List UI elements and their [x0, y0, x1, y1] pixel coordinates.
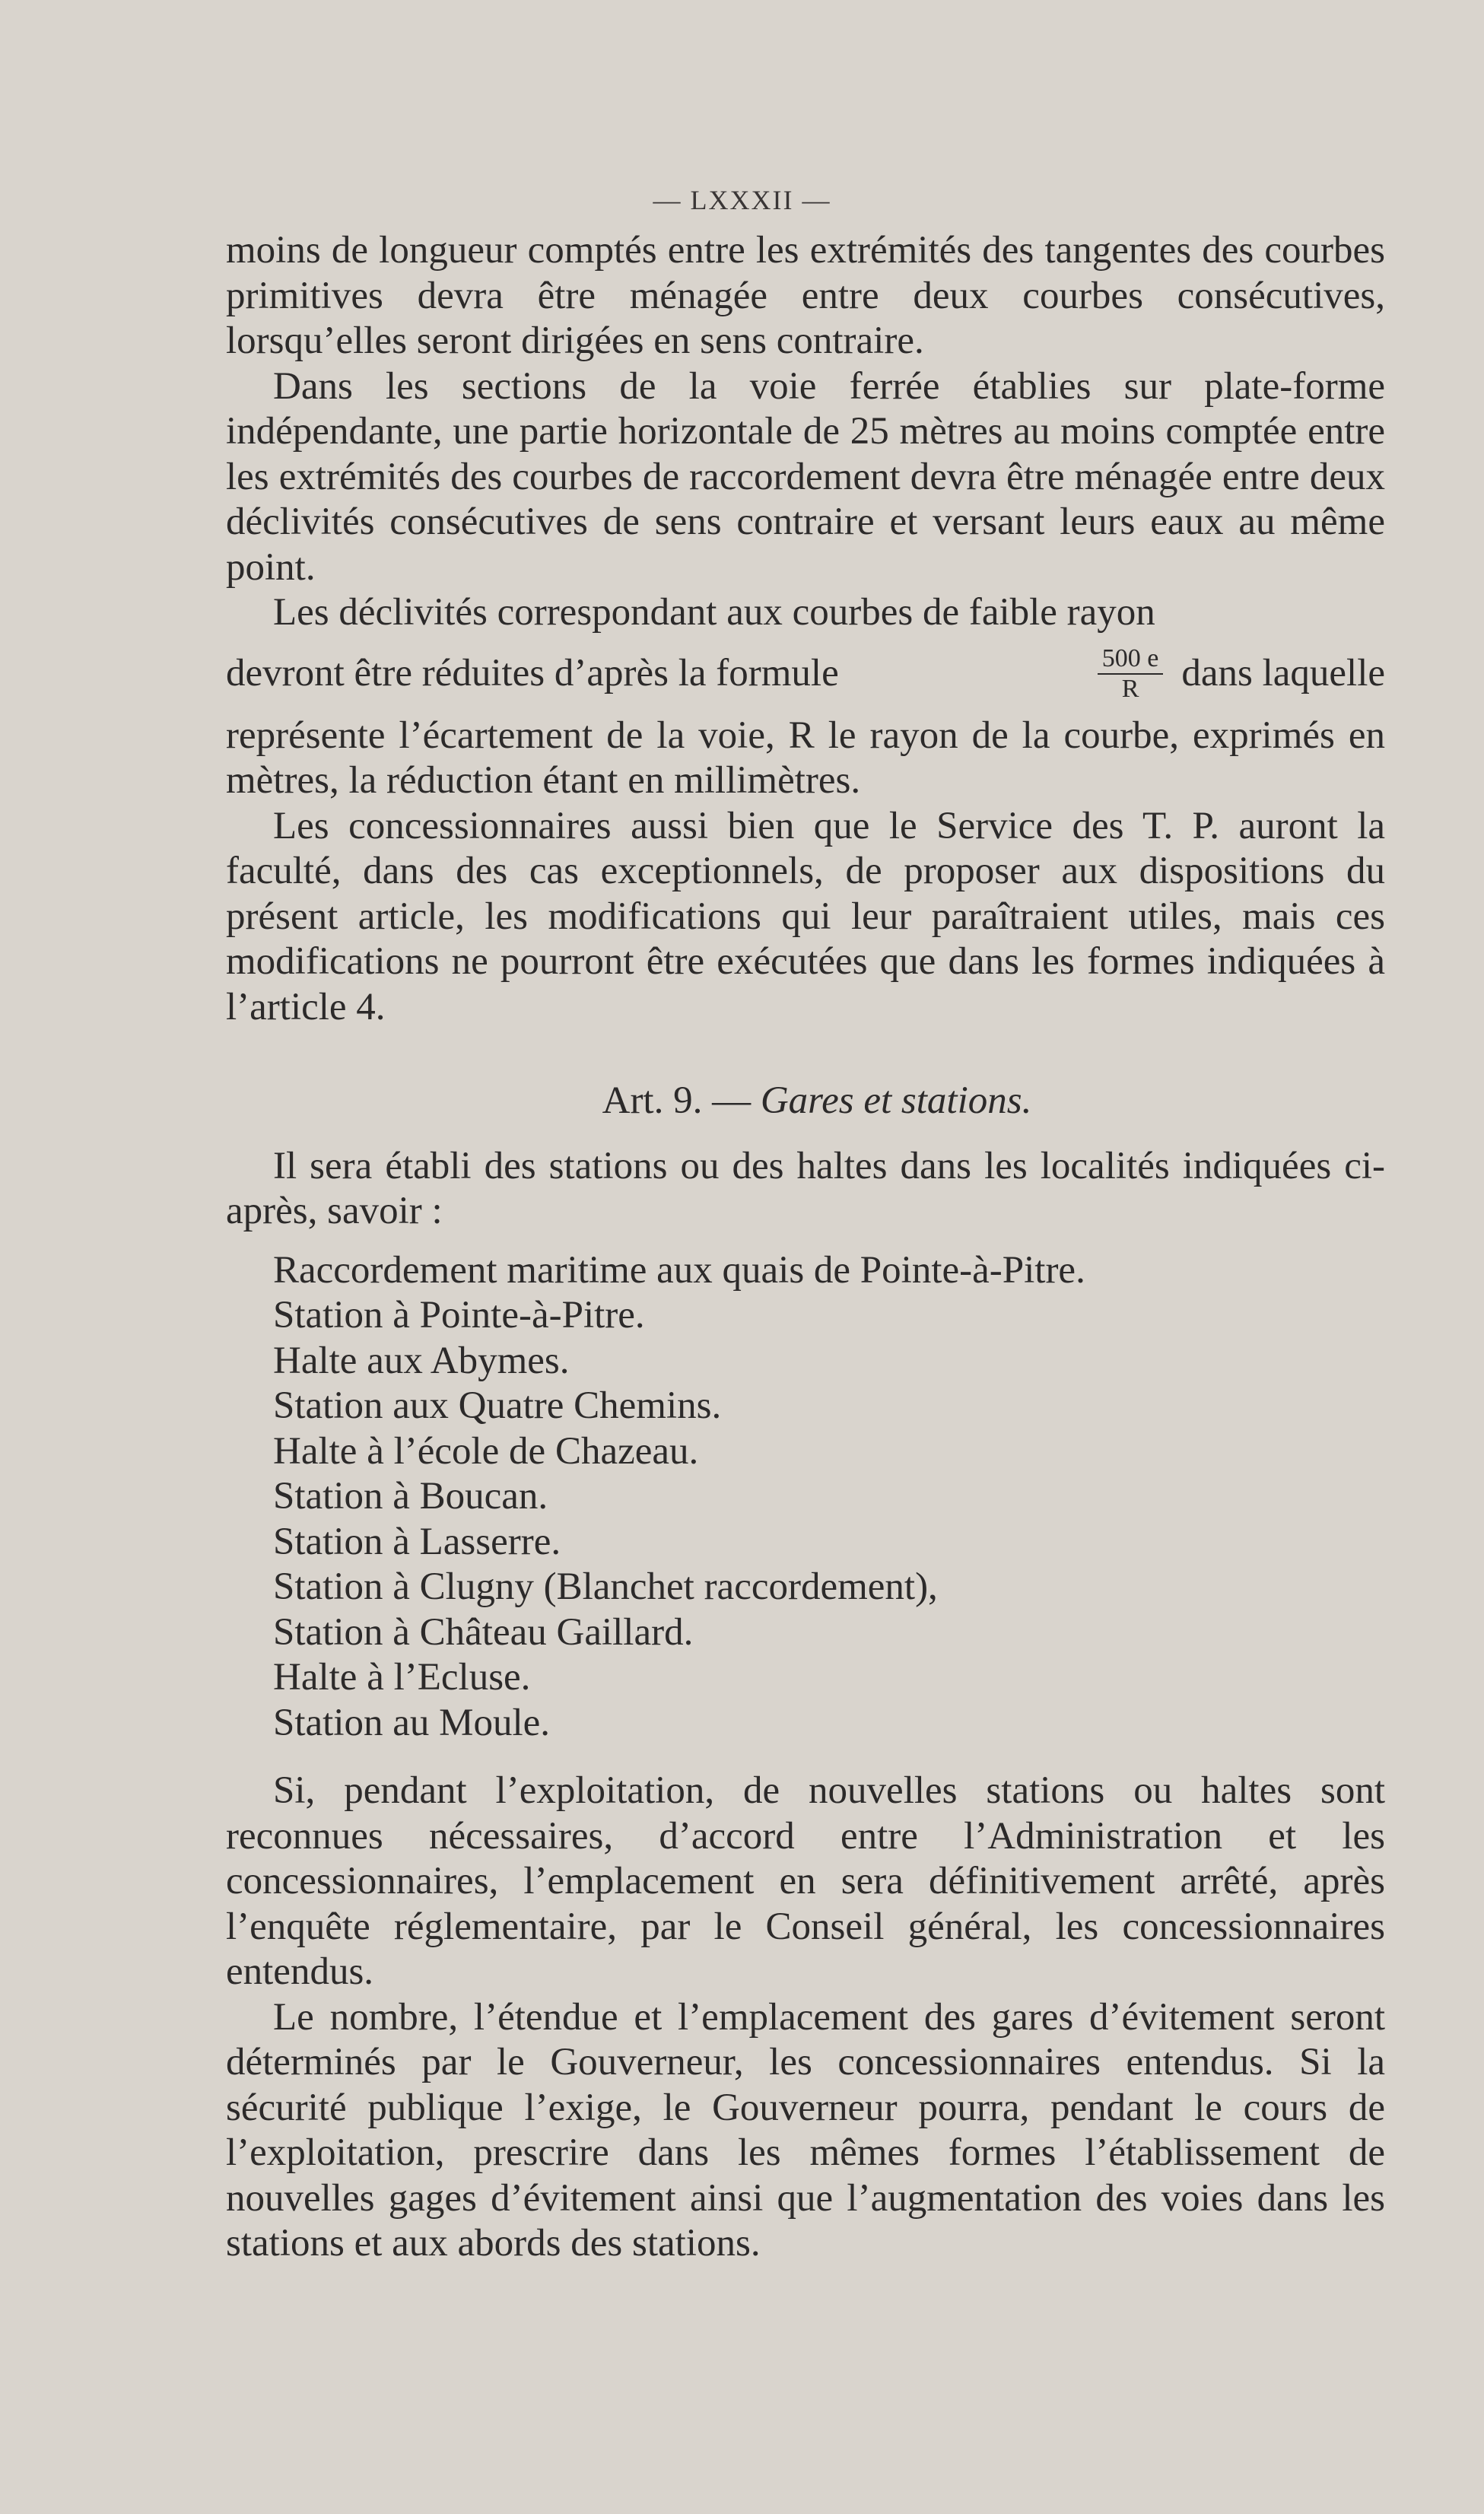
- article-number: Art. 9. —: [602, 1079, 752, 1122]
- paragraph-curves-spacing: moins de longueur comptés entre les extrémités des tangentes des courbes primitives devra être ménagée entre deux courbes consécutives, lorsqu’elles seront dirigées en sens contraire.: [226, 229, 1385, 362]
- paragraph-new-stations: Si, pendant l’exploitation, de nouvelles stations ou haltes sont reconnues nécessaires, d’accord entre l’Administration et les concessionnaires, l’emplacement en sera définitivement arrêté, après l’enquête réglementaire, par le Conseil général, les concessionnaires entendus.: [226, 1769, 1385, 1993]
- paragraph-gradients-intro: Les déclivités correspondant aux courbes de faible rayon: [273, 591, 1155, 634]
- list-item: Halte aux Abymes.: [273, 1339, 570, 1382]
- article-heading: [226, 1079, 1385, 1124]
- paragraph-stations-intro: Il sera établi des stations ou des haltes dans les localités indiquées ci-après, savoir :: [226, 1144, 1385, 1232]
- formula-group: [1084, 646, 1385, 702]
- formula-lead-text: devront être réduites d’après la formule: [226, 651, 839, 694]
- list-item: Station au Moule.: [273, 1701, 551, 1744]
- list-item: Station à Château Gaillard.: [273, 1610, 694, 1654]
- formula-line: [226, 634, 1385, 714]
- formula-denominator: R: [1121, 674, 1139, 703]
- formula-trail-text: dans laquelle: [1181, 651, 1385, 694]
- paragraph-concessionaires-faculty: Les concessionnaires aussi bien que le Service des T. P. auront la faculté, dans des cas exceptionnels, de proposer aux dispositions du présent article, les modifications qui leur paraîtraient utiles, mais ces modifications ne pourront être exécutées que dans les formes indiquées à l’article 4.: [226, 804, 1385, 1028]
- list-item: Station à Clugny (Blanchet raccordement),: [273, 1565, 938, 1608]
- stations-list: [273, 1248, 1385, 1746]
- formula-numerator: 500 e: [1098, 646, 1164, 675]
- paragraph-passing-sidings: Le nombre, l’étendue et l’emplacement des gares d’évitement seront déterminés par le Gouverneur, les concessionnaires entendus. Si la sécurité publique l’exige, le Gouverneur pourra, pendant le cours de l’exploitation, prescrire dans les mêmes formes l’établissement de nouvelles gages d’évitement ainsi que l’augmentation des voies dans les stations et aux abords des stations.: [226, 1995, 1385, 2265]
- running-head: — LXXXII —: [653, 185, 831, 215]
- reduction-formula: [1098, 646, 1164, 702]
- paragraph-gradients-rest: représente l’écartement de la voie, R le rayon de la courbe, exprimés en mètres, la réduction étant en millimètres.: [226, 714, 1385, 802]
- list-item: Station à Boucan.: [273, 1475, 548, 1518]
- list-item: Raccordement maritime aux quais de Pointe-à-Pitre.: [273, 1248, 1085, 1292]
- paragraph-horizontal-section: Dans les sections de la voie ferrée établies sur plate-forme indépendante, une partie horizontale de 25 mètres au moins comptée entre les extrémités des courbes de raccordement devra être ménagée entre deux déclivités consécutives de sens contraire et versant leurs eaux au même point.: [226, 364, 1385, 589]
- list-item: Station à Lasserre.: [273, 1520, 561, 1563]
- article-title: Gares et stations.: [760, 1079, 1032, 1122]
- page-body: [226, 228, 1385, 2267]
- list-item: Station aux Quatre Chemins.: [273, 1384, 722, 1427]
- list-item: Station à Pointe-à-Pitre.: [273, 1294, 645, 1336]
- list-item: Halte à l’Ecluse.: [273, 1656, 531, 1699]
- list-item: Halte à l’école de Chazeau.: [273, 1429, 699, 1473]
